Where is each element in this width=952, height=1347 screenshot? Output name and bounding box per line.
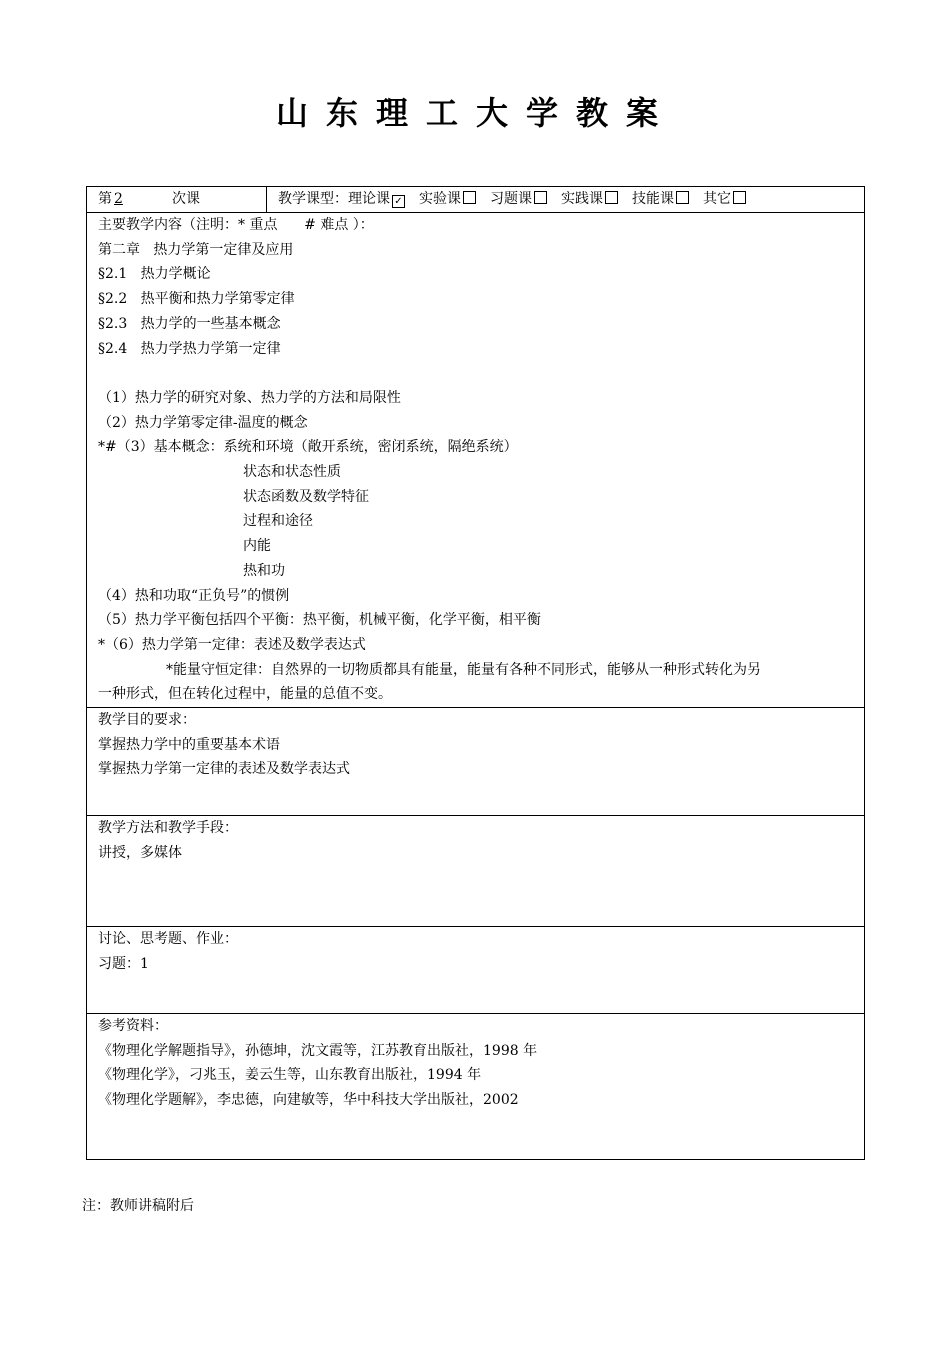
goals-row	[87, 708, 865, 816]
option-theory-checkbox[interactable]	[392, 195, 405, 208]
course-type-cell	[267, 187, 865, 213]
content-item: （5）热力学平衡包括四个平衡：热平衡，机械平衡，化学平衡，相平衡	[98, 612, 541, 629]
section-item: §2.2 热平衡和热力学第零定律	[98, 291, 295, 308]
methods-heading: 教学方法和教学手段：	[98, 820, 238, 837]
lesson-number: 2	[114, 191, 123, 207]
content-row	[87, 213, 865, 708]
content-subitem: 内能	[243, 538, 271, 555]
reference-item: 《物理化学题解》，李忠德，向建敏等，华中科技大学出版社，2002	[98, 1092, 519, 1109]
content-subitem: 状态和状态性质	[243, 464, 341, 481]
discussion-row	[87, 927, 865, 1014]
energy-law-line: 一种形式，但在转化过程中，能量的总值不变。	[98, 686, 392, 703]
spacer	[98, 361, 864, 386]
discussion-cell	[87, 927, 865, 1014]
option-lab-label: 实验课	[419, 191, 461, 207]
methods-cell	[87, 816, 865, 927]
footer-note: 注：教师讲稿附后	[82, 1198, 194, 1214]
lesson-plan-table	[86, 186, 865, 1160]
content-item: （1）热力学的研究对象、热力学的方法和局限性	[98, 389, 401, 406]
content-item: *#（3）基本概念：系统和环境（敞开系统，密闭系统，隔绝系统）	[98, 439, 518, 456]
option-other-checkbox[interactable]	[733, 191, 746, 204]
content-subitem: 过程和途径	[243, 513, 313, 530]
content-subitem: 热和功	[243, 562, 285, 579]
content-heading: 主要教学内容（注明：* 重点 # 难点 ）：	[98, 217, 374, 233]
discussion-heading: 讨论、思考题、作业：	[98, 931, 238, 948]
main-content-cell	[87, 213, 865, 708]
goal-item: 掌握热力学中的重要基本术语	[98, 736, 280, 753]
method-item: 讲授，多媒体	[98, 844, 182, 861]
content-item: （4）热和功取“正负号”的惯例	[98, 587, 290, 604]
references-cell	[87, 1014, 865, 1160]
lesson-suffix: 次课	[172, 191, 200, 207]
section-item: §2.4 热力学热力学第一定律	[98, 340, 281, 357]
reference-item: 《物理化学》，刁兆玉，姜云生等，山东教育出版社，1994 年	[98, 1067, 482, 1084]
methods-row	[87, 816, 865, 927]
chapter-title: 第二章 热力学第一定律及应用	[98, 241, 294, 258]
option-other-label: 其它	[703, 191, 731, 207]
content-item: （2）热力学第零定律-温度的概念	[98, 414, 308, 431]
option-theory-label: 理论课	[348, 191, 390, 207]
section-item: §2.1 热力学概论	[98, 266, 211, 283]
page-title: 山东理工大学教案	[275, 94, 676, 132]
discussion-item: 习题：1	[98, 955, 149, 972]
checkmark-icon: ✓	[394, 196, 403, 207]
header-row	[87, 187, 865, 213]
option-exercise-label: 习题课	[490, 191, 532, 207]
references-row	[87, 1014, 865, 1160]
references-heading: 参考资料：	[98, 1018, 168, 1035]
option-lab-checkbox[interactable]	[463, 191, 476, 204]
goals-cell	[87, 708, 865, 816]
section-item: §2.3 热力学的一些基本概念	[98, 315, 281, 332]
option-skill-checkbox[interactable]	[676, 191, 689, 204]
goal-item: 掌握热力学第一定律的表述及数学表达式	[98, 761, 350, 778]
option-practice-checkbox[interactable]	[605, 191, 618, 204]
course-type-label: 教学课型：	[278, 191, 348, 207]
reference-item: 《物理化学解题指导》，孙德坤，沈文霞等，江苏教育出版社，1998 年	[98, 1042, 538, 1059]
goals-heading: 教学目的要求：	[98, 712, 196, 729]
content-subitem: 状态函数及数学特征	[243, 488, 369, 505]
content-item: *（6）热力学第一定律：表述及数学表达式	[98, 636, 366, 653]
option-exercise-checkbox[interactable]	[534, 191, 547, 204]
lesson-number-cell	[87, 187, 267, 213]
option-practice-label: 实践课	[561, 191, 603, 207]
energy-law-line: *能量守恒定律：自然界的一切物质都具有能量，能量有各种不同形式，能够从一种形式转化为另	[166, 661, 761, 678]
lesson-prefix: 第	[98, 191, 112, 207]
option-skill-label: 技能课	[632, 191, 674, 207]
